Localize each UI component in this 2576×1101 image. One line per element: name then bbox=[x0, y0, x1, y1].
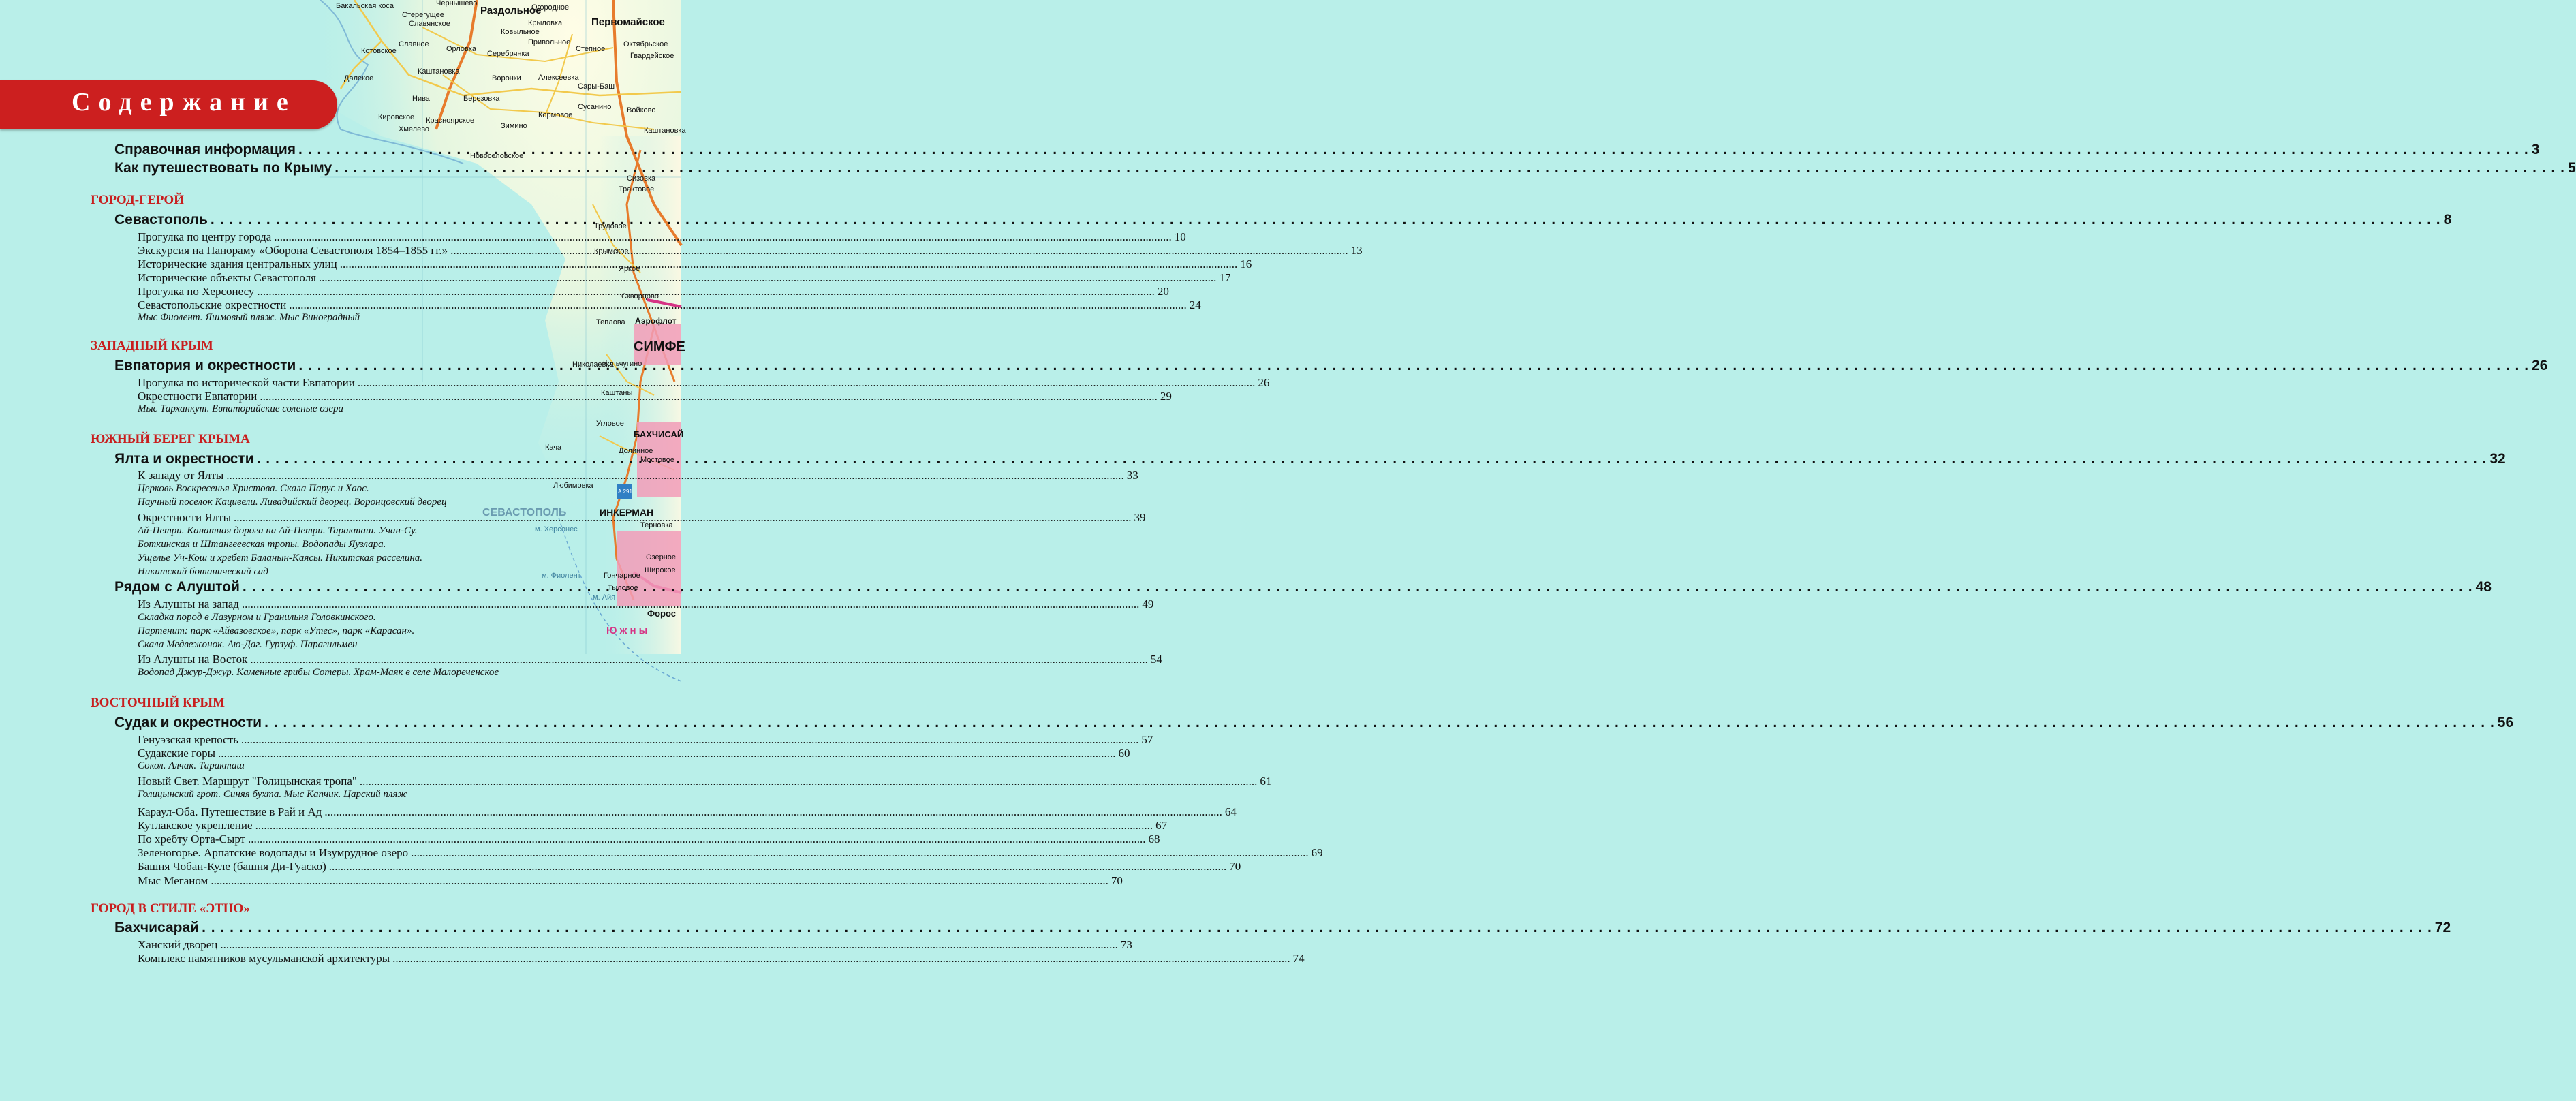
toc-entry-main[interactable] bbox=[114, 142, 2540, 158]
toc-page-number: 5 bbox=[2567, 160, 2576, 176]
map-label: Николаевка bbox=[572, 360, 614, 369]
map-label: Аэрофлот bbox=[635, 316, 677, 326]
dot-leader bbox=[202, 920, 2432, 936]
toc-page-number: 54 bbox=[1150, 653, 1162, 666]
map-label: Ковыльное bbox=[501, 28, 540, 36]
dot-leader bbox=[335, 160, 2565, 176]
toc-entry-title: Новый Свет. Маршрут "Голицынская тропа" bbox=[138, 775, 357, 788]
toc-entry-main[interactable] bbox=[114, 160, 2576, 176]
dot-leader bbox=[340, 258, 1238, 271]
toc-entry[interactable] bbox=[138, 819, 1168, 833]
toc-page-number: 32 bbox=[2489, 451, 2506, 467]
dot-leader bbox=[274, 230, 1172, 244]
toc-page-number: 56 bbox=[2497, 715, 2514, 730]
route-badge: А 291 bbox=[618, 489, 632, 495]
toc-page-number: 39 bbox=[1134, 511, 1146, 524]
toc-page-number: 29 bbox=[1160, 390, 1172, 403]
dot-leader bbox=[211, 874, 1108, 888]
map-label: Гвардейское bbox=[630, 52, 674, 60]
toc-entry[interactable] bbox=[138, 938, 1132, 952]
toc-subtopics: Никитский ботанический сад bbox=[138, 566, 268, 577]
toc-subtopics: Ущелье Уч-Кош и хребет Баланын-Каясы. Никитская расселина. bbox=[138, 553, 423, 563]
dot-leader bbox=[211, 212, 2441, 228]
toc-page-number: 8 bbox=[2443, 212, 2452, 228]
toc-entry-title: По хребту Орта-Сырт bbox=[138, 833, 246, 846]
map-label: Терновка bbox=[640, 521, 673, 529]
map-label: Октябрьское bbox=[623, 40, 668, 48]
map-label: Славное bbox=[399, 40, 429, 48]
map-label: Широкое bbox=[645, 566, 676, 574]
dot-leader bbox=[257, 451, 2487, 467]
toc-entry-title: Из Алушты на запад bbox=[138, 598, 239, 610]
map-label: Новоселовское bbox=[470, 152, 524, 160]
toc-entry[interactable] bbox=[138, 469, 1138, 482]
map-label: ИНКЕРМАН bbox=[600, 507, 654, 518]
toc-page-number: 17 bbox=[1219, 271, 1231, 284]
map-label: Алексеевка bbox=[538, 74, 579, 82]
dot-leader bbox=[264, 715, 2495, 731]
toc-entry[interactable] bbox=[138, 376, 1270, 390]
section-heading: ЗАПАДНЫЙ КРЫМ bbox=[91, 339, 213, 353]
map-label: Кача bbox=[545, 444, 562, 452]
map-label: Крыловка bbox=[528, 19, 563, 27]
toc-page-number: 26 bbox=[2532, 358, 2548, 373]
toc-entry-title: Севастополь bbox=[114, 212, 208, 228]
toc-entry-title: Бахчисарай bbox=[114, 920, 200, 935]
dot-leader bbox=[250, 653, 1148, 666]
map-label: м. Айя bbox=[593, 593, 616, 602]
toc-entry[interactable] bbox=[138, 271, 1231, 285]
toc-subtopics: Партенит: парк «Айвазовское», парк «Утес», парк «Карасан». bbox=[138, 625, 415, 636]
toc-page-number: 3 bbox=[2531, 142, 2540, 157]
map-label: Зимино bbox=[501, 122, 527, 130]
page-title: Содержание bbox=[72, 88, 296, 117]
map-label: Сары-Баш bbox=[578, 82, 615, 91]
map-label: Скворцово bbox=[621, 292, 659, 300]
map-label: СЕВАСТОПОЛЬ bbox=[482, 507, 567, 518]
toc-entry[interactable] bbox=[138, 833, 1160, 846]
map-label: Березовка bbox=[463, 95, 500, 103]
toc-entry[interactable] bbox=[138, 598, 1154, 611]
toc-entry-title: Прогулка по центру города bbox=[138, 230, 272, 243]
map-label: Кировское bbox=[378, 113, 415, 121]
toc-page-number: 16 bbox=[1240, 258, 1252, 270]
dot-leader bbox=[218, 747, 1116, 760]
toc-entry[interactable] bbox=[138, 230, 1186, 244]
map-label: Форос bbox=[647, 608, 676, 619]
toc-entry-title: Генуэзская крепость bbox=[138, 733, 238, 746]
map-label: Ю ж н ы bbox=[606, 625, 648, 636]
toc-entry-title: Справочная информация bbox=[114, 142, 296, 157]
toc-subtopics: Сокол. Алчак. Таракташ bbox=[138, 760, 245, 771]
dot-leader bbox=[360, 775, 1258, 788]
toc-page-number: 26 bbox=[1258, 376, 1270, 389]
map-label: Озерное bbox=[646, 553, 677, 561]
map-label: Войково bbox=[627, 106, 656, 114]
toc-entry-title: Исторические объекты Севастополя bbox=[138, 271, 316, 284]
map-label: Красноярское bbox=[426, 117, 475, 125]
toc-page-number: 49 bbox=[1142, 598, 1154, 610]
dot-leader bbox=[248, 833, 1146, 846]
map-label: Серебрянка bbox=[487, 50, 529, 58]
map-label: Каштановка bbox=[418, 67, 460, 76]
map-label: Далекое bbox=[344, 74, 374, 82]
toc-page-number: 73 bbox=[1120, 938, 1132, 951]
map-label: Нива bbox=[412, 95, 430, 103]
map-label: БАХЧИСАЙ bbox=[634, 429, 684, 439]
toc-subtopics: Голицынский грот. Синяя бухта. Мыс Капчик. Царский пляж bbox=[138, 789, 407, 800]
toc-entry[interactable] bbox=[138, 846, 1323, 860]
toc-page-number: 64 bbox=[1224, 805, 1237, 818]
toc-page-number: 70 bbox=[1229, 860, 1241, 873]
dot-leader bbox=[319, 271, 1217, 285]
map-label: Теплова bbox=[596, 318, 625, 326]
dot-leader bbox=[257, 285, 1155, 298]
dot-leader bbox=[450, 244, 1348, 258]
map-label: Огородное bbox=[531, 3, 570, 12]
map-label: Каштановка bbox=[644, 127, 686, 135]
toc-entry-title: Зеленогорье. Арпатские водопады и Изумрудное озеро bbox=[138, 846, 409, 859]
dot-leader bbox=[411, 846, 1309, 860]
toc-page-number: 72 bbox=[2434, 920, 2451, 935]
map-label: Воронки bbox=[492, 74, 521, 82]
dot-leader bbox=[241, 733, 1139, 747]
toc-entry-title: Комплекс памятников мусульманской архитектуры bbox=[138, 952, 390, 965]
toc-entry-title: Севастопольские окрестности bbox=[138, 298, 287, 311]
toc-subtopics: Боткинская и Штангеевская тропы. Водопады Яузлара. bbox=[138, 539, 386, 550]
toc-entry-title: Экскурсия на Панораму «Оборона Севастополя 1854–1855 гг.» bbox=[138, 244, 448, 257]
dot-leader bbox=[324, 805, 1222, 819]
map-label: Любимовка bbox=[553, 482, 593, 490]
map-label: Трудовое bbox=[594, 222, 627, 230]
toc-entry-title: Ханский дворец bbox=[138, 938, 218, 951]
map-label: Каштаны bbox=[601, 389, 633, 397]
toc-entry[interactable] bbox=[138, 653, 1162, 666]
toc-entry-title: Прогулка по Херсонесу bbox=[138, 285, 255, 298]
toc-entry-title: Окрестности Евпатории bbox=[138, 390, 258, 403]
toc-entry[interactable] bbox=[138, 298, 1201, 312]
toc-page-number: 13 bbox=[1350, 244, 1363, 257]
dot-leader bbox=[260, 390, 1158, 403]
map-label: Тыловое bbox=[608, 584, 638, 592]
dot-leader bbox=[226, 469, 1124, 482]
toc-entry-title: Кутлакское укрепление bbox=[138, 819, 253, 832]
map-label: Угловое bbox=[596, 420, 624, 428]
toc-entry-title: Прогулка по исторической части Евпатории bbox=[138, 376, 355, 389]
dot-leader bbox=[242, 598, 1140, 611]
dot-leader bbox=[255, 819, 1153, 833]
map-label: Славянское bbox=[409, 20, 450, 28]
toc-page-number: 10 bbox=[1174, 230, 1186, 243]
toc-entry[interactable] bbox=[138, 747, 1130, 760]
toc-page-number: 24 bbox=[1189, 298, 1201, 311]
map-label: Мостовое bbox=[640, 456, 674, 464]
toc-entry[interactable] bbox=[138, 775, 1272, 788]
dot-leader bbox=[243, 579, 2473, 595]
toc-subtopics: Ай-Петри. Канатная дорога на Ай-Петри. Таракташ. Учан-Су. bbox=[138, 525, 418, 536]
map-label: Кормовое bbox=[538, 111, 573, 119]
map-label: Долинное bbox=[619, 447, 653, 455]
map-label: СИМФЕ bbox=[634, 339, 685, 354]
toc-entry-title: Как путешествовать по Крыму bbox=[114, 160, 332, 176]
toc-entry-title: Ялта и окрестности bbox=[114, 451, 254, 467]
dot-leader bbox=[392, 952, 1290, 965]
toc-page-number: 70 bbox=[1111, 874, 1123, 887]
map-label: Стерегущее bbox=[402, 11, 444, 19]
dot-leader bbox=[220, 938, 1118, 952]
toc-entry-title: Судак и окрестности bbox=[114, 715, 262, 730]
toc-page-number: 60 bbox=[1118, 747, 1130, 760]
map-label: Степное bbox=[576, 45, 606, 53]
toc-entry-title: Из Алушты на Восток bbox=[138, 653, 248, 666]
map-label: Трактовое bbox=[619, 185, 655, 193]
section-heading: ГОРОД-ГЕРОЙ bbox=[91, 193, 184, 207]
toc-subtopics: Научный поселок Кацивели. Ливадийский дворец. Воронцовский дворец bbox=[138, 497, 447, 508]
toc-page-number: 68 bbox=[1148, 833, 1160, 846]
map-label: м. Фиолент bbox=[542, 572, 581, 580]
map-label: Орловка bbox=[446, 45, 476, 53]
toc-subtopics: Водопад Джур-Джур. Каменные грибы Сотеры. Храм-Маяк в селе Малореченское bbox=[138, 667, 499, 678]
toc-entry-main[interactable] bbox=[114, 715, 2514, 731]
toc-page-number: 48 bbox=[2475, 579, 2492, 595]
toc-page-number: 20 bbox=[1157, 285, 1169, 298]
toc-entry-title: Рядом с Алуштой bbox=[114, 579, 240, 595]
section-heading: ГОРОД В СТИЛЕ «ЭТНО» bbox=[91, 901, 250, 916]
toc-entry-title: К западу от Ялты bbox=[138, 469, 224, 482]
map-label: Первомайское bbox=[591, 16, 665, 28]
toc-entry[interactable] bbox=[138, 874, 1123, 888]
toc-entry[interactable] bbox=[138, 733, 1153, 747]
map-label: Хмелево bbox=[399, 125, 430, 134]
dot-leader bbox=[298, 358, 2529, 374]
toc-entry[interactable] bbox=[138, 952, 1305, 965]
map-label: Сусанино bbox=[578, 103, 612, 111]
toc-subtopics: Складка пород в Лазурном и Гранильня Головкинского. bbox=[138, 612, 376, 623]
dot-leader bbox=[329, 860, 1227, 873]
dot-leader bbox=[289, 298, 1187, 312]
map-label: Чернышево bbox=[436, 0, 478, 7]
map-label: Котовское bbox=[361, 47, 397, 55]
toc-entry[interactable] bbox=[138, 860, 1241, 873]
toc-entry-title: Исторические здания центральных улиц bbox=[138, 258, 337, 270]
toc-entry-title: Судакские горы bbox=[138, 747, 216, 760]
map-label: Сизовка bbox=[627, 174, 656, 183]
map-label: Раздольное bbox=[480, 5, 542, 16]
dot-leader bbox=[234, 511, 1132, 525]
map-label: Привольное bbox=[528, 38, 571, 46]
toc-page-number: 33 bbox=[1126, 469, 1138, 482]
toc-entry-title: Евпатория и окрестности bbox=[114, 358, 296, 373]
dot-leader bbox=[298, 142, 2529, 158]
toc-page-number: 57 bbox=[1141, 733, 1153, 746]
toc-subtopics: Скала Медвежонок. Аю-Даг. Гурзуф. Парагильмен bbox=[138, 639, 358, 650]
toc-page-number: 69 bbox=[1311, 846, 1323, 859]
toc-entry-title: Мыс Меганом bbox=[138, 874, 208, 887]
toc-subtopics: Церковь Воскресенья Христова. Скала Парус и Хаос. bbox=[138, 483, 369, 494]
toc-entry-main[interactable] bbox=[114, 920, 2451, 936]
toc-page-number: 67 bbox=[1155, 819, 1168, 832]
toc-entry-title: Башня Чобан-Куле (башня Ди-Гуаско) bbox=[138, 860, 326, 873]
map-label: Гончарное bbox=[604, 572, 640, 580]
toc-entry-title: Караул-Оба. Путешествие в Рай и Ад bbox=[138, 805, 322, 818]
map-label: Кольчугино bbox=[603, 360, 642, 368]
section-heading: ЮЖНЫЙ БЕРЕГ КРЫМА bbox=[91, 432, 250, 446]
toc-subtopics: Мыс Тарханкут. Евпаторийские соленые озера bbox=[138, 403, 344, 414]
toc-subtopics: Мыс Фиолент. Яшмовый пляж. Мыс Виноградный bbox=[138, 312, 360, 323]
section-heading: ВОСТОЧНЫЙ КРЫМ bbox=[91, 696, 226, 710]
map-label: м. Херсонес bbox=[535, 525, 578, 533]
toc-entry-title: Окрестности Ялты bbox=[138, 511, 231, 524]
toc-page-number: 61 bbox=[1260, 775, 1272, 788]
dot-leader bbox=[358, 376, 1256, 390]
map-label: Яркое bbox=[619, 265, 640, 273]
toc-entry[interactable] bbox=[138, 805, 1237, 819]
map-label: Крымское bbox=[594, 247, 629, 255]
map-label: Бакальская коса bbox=[336, 2, 394, 10]
toc-page-number: 74 bbox=[1292, 952, 1305, 965]
